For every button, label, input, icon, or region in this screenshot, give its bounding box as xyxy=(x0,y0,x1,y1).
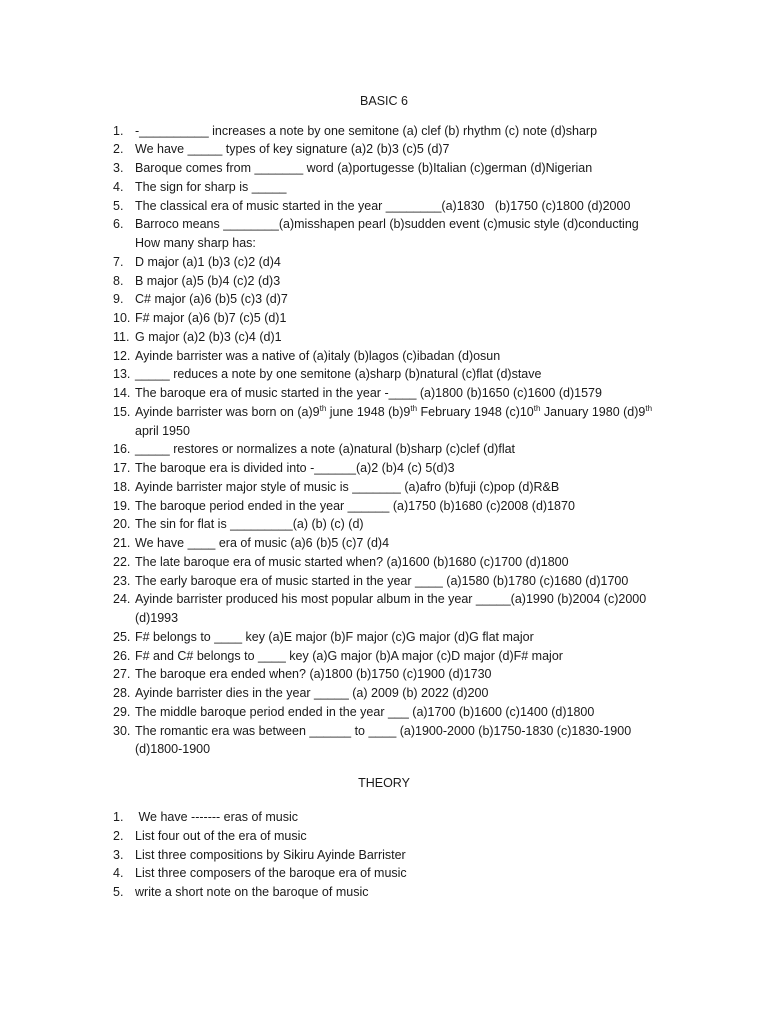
question-text: Baroque comes from _______ word (a)portugesse (b)Italian (c)german (d)Nigerian xyxy=(135,161,593,175)
question-text: Ayinde barrister was a native of (a)italy (b)lagos (c)ibadan (d)osun xyxy=(135,348,501,363)
question-number: 3. xyxy=(113,161,124,175)
question-text: We have ------- eras of music xyxy=(135,810,298,824)
question-number: 2. xyxy=(113,828,124,843)
question-text: The romantic era was between ______ to ____ (a)1900-2000 (b)1750-1830 (c)1830-1900 (d)1800-1900 xyxy=(135,722,631,760)
question-number: 24. xyxy=(113,592,131,607)
question-text: F# major (a)6 (b)7 (c)5 (d)1 xyxy=(135,311,287,325)
question-number: 7. xyxy=(113,254,124,269)
question-text-continuation: (d)1993 xyxy=(135,611,179,626)
question-number: 14. xyxy=(113,386,131,400)
question-number: 29. xyxy=(113,704,131,719)
question-number: 1. xyxy=(113,810,124,824)
question-number: 9. xyxy=(113,292,124,307)
theory-section-title: THEORY xyxy=(358,776,410,790)
question-text: The sin for flat is _________(a) (b) (c) (d) xyxy=(135,517,364,532)
question-text: The early baroque era of music started in the year ____ (a)1580 (b)1780 (c)1680 (d)1700 xyxy=(135,573,629,588)
question-text: Ayinde barrister was born on (a)9th june 1948 (b)9th February 1948 (c)10th January 1980 (d)9th april 1950 xyxy=(135,403,652,441)
question-number: 22. xyxy=(113,554,131,569)
question-text: The baroque era of music started in the year -____ (a)1800 (b)1650 (c)1600 (d)1579 xyxy=(135,386,602,400)
question-number: 1. xyxy=(113,123,124,138)
question-text: The baroque era is divided into -______(a)2 (b)4 (c) 5(d)3 xyxy=(135,461,455,475)
question-number: 4. xyxy=(113,866,124,881)
question-text: The sign for sharp is _____ xyxy=(135,179,287,194)
question-text: G major (a)2 (b)3 (c)4 (d)1 xyxy=(135,329,282,344)
question-text: We have _____ types of key signature (a)2 (b)3 (c)5 (d)7 xyxy=(135,142,450,157)
question-number: 10. xyxy=(113,311,131,325)
question-text: Ayinde barrister major style of music is _______ (a)afro (b)fuji (c)pop (d)R&B xyxy=(135,479,560,494)
question-number: 28. xyxy=(113,686,131,700)
page-title: BASIC 6 xyxy=(360,94,408,108)
question-text: -__________ increases a note by one semitone (a) clef (b) rhythm (c) note (d)sharp xyxy=(135,123,598,138)
question-text: Barroco means ________(a)misshapen pearl (b)sudden event (c)music style (d)conducting How many sharp has: xyxy=(135,215,639,253)
question-text: D major (a)1 (b)3 (c)2 (d)4 xyxy=(135,254,281,269)
question-text: The baroque period ended in the year ______ (a)1750 (b)1680 (c)2008 (d)1870 xyxy=(135,498,575,513)
question-number: 18. xyxy=(113,479,131,494)
question-text: List three compositions by Sikiru Ayinde Barrister xyxy=(135,847,406,862)
question-number: 21. xyxy=(113,536,131,550)
question-number: 19. xyxy=(113,498,131,513)
question-text: The middle baroque period ended in the year ___ (a)1700 (b)1600 (c)1400 (d)1800 xyxy=(135,704,595,719)
question-text: The classical era of music started in the year ________(a)1830 (b)1750 (c)1800 (d)2000 xyxy=(135,198,631,213)
question-number: 4. xyxy=(113,179,124,194)
question-text: Ayinde barrister dies in the year _____ (a) 2009 (b) 2022 (d)200 xyxy=(135,686,489,700)
question-text-continuation: (d)1800-1900 xyxy=(135,742,211,757)
question-number: 3. xyxy=(113,847,124,862)
question-text-continuation: How many sharp has: xyxy=(135,236,256,251)
question-text: List four out of the era of music xyxy=(135,828,307,843)
question-text: Ayinde barrister produced his most popular album in the year _____(a)1990 (b)2004 (c)2000 (d)1993 xyxy=(135,590,646,628)
question-text: The late baroque era of music started when? (a)1600 (b)1680 (c)1700 (d)1800 xyxy=(135,554,569,569)
question-text: B major (a)5 (b)4 (c)2 (d)3 xyxy=(135,273,281,288)
question-number: 12. xyxy=(113,348,131,363)
question-number: 30. xyxy=(113,723,131,738)
question-number: 17. xyxy=(113,461,131,475)
question-number: 16. xyxy=(113,442,131,457)
question-number: 11. xyxy=(113,329,130,344)
question-text: C# major (a)6 (b)5 (c)3 (d)7 xyxy=(135,292,288,307)
question-text-continuation: april 1950 xyxy=(135,423,190,438)
question-text: _____ reduces a note by one semitone (a)sharp (b)natural (c)flat (d)stave xyxy=(135,367,542,382)
question-number: 15. xyxy=(113,404,131,419)
question-number: 26. xyxy=(113,648,131,663)
question-text: The baroque era ended when? (a)1800 (b)1750 (c)1900 (d)1730 xyxy=(135,667,492,682)
question-number: 6. xyxy=(113,217,124,232)
question-number: 13. xyxy=(113,367,131,382)
question-number: 8. xyxy=(113,273,124,288)
question-number: 23. xyxy=(113,573,131,588)
question-number: 5. xyxy=(113,198,124,213)
question-text: F# belongs to ____ key (a)E major (b)F major (c)G major (d)G flat major xyxy=(135,629,534,644)
question-number: 27. xyxy=(113,667,131,682)
question-number: 20. xyxy=(113,517,131,532)
question-text: List three composers of the baroque era of music xyxy=(135,866,407,881)
question-text: F# and C# belongs to ____ key (a)G major (b)A major (c)D major (d)F# major xyxy=(135,648,563,663)
question-text: _____ restores or normalizes a note (a)natural (b)sharp (c)clef (d)flat xyxy=(135,442,516,457)
question-number: 25. xyxy=(113,629,131,644)
question-number: 2. xyxy=(113,142,124,157)
question-number: 5. xyxy=(113,885,124,899)
question-text: We have ____ era of music (a)6 (b)5 (c)7 (d)4 xyxy=(135,536,390,550)
question-text: write a short note on the baroque of music xyxy=(135,885,369,899)
